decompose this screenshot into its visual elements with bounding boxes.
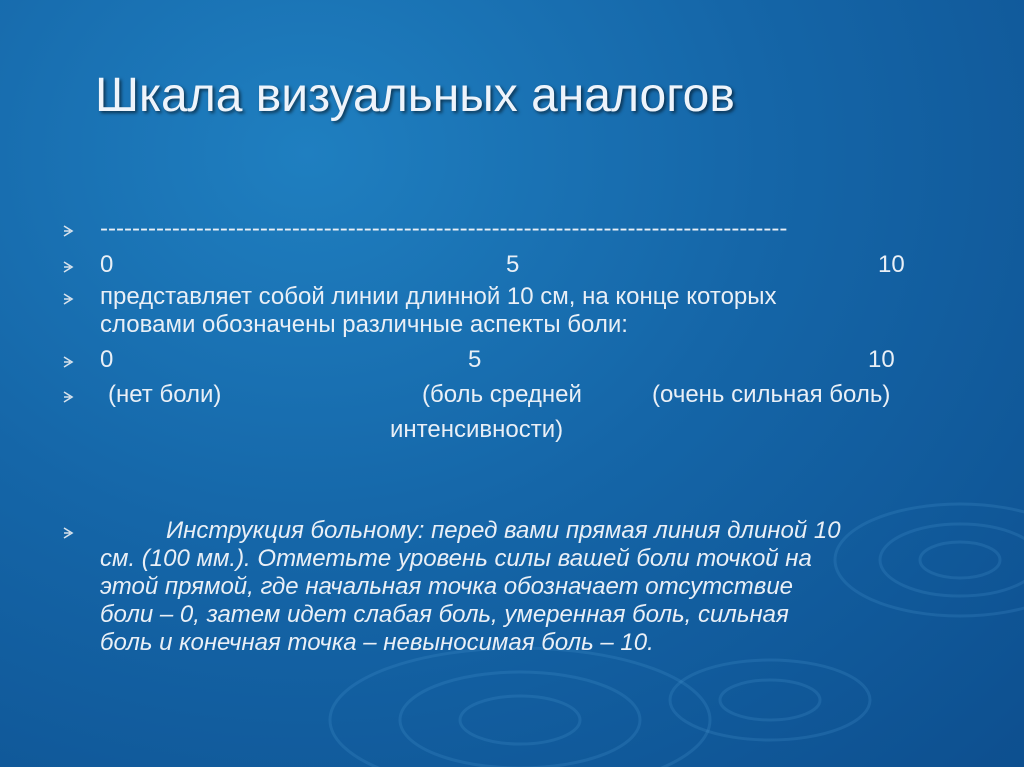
- scale2-ten: 10: [868, 346, 895, 373]
- label-strong-pain: (очень сильная боль): [652, 381, 891, 408]
- instruction-line-3: этой прямой, где начальная точка обозначает отсутствие: [100, 573, 794, 600]
- arrow-bullet-icon: [62, 293, 74, 305]
- arrow-bullet-icon: [62, 391, 74, 403]
- dash-line: --------------------------------------------------------------------------------------: [100, 215, 788, 242]
- slide-title: Шкала визуальных аналогов: [95, 69, 735, 122]
- arrow-bullet-icon: [62, 225, 74, 237]
- scale-five: 5: [506, 251, 520, 278]
- scale2-zero: 0: [100, 346, 114, 373]
- instruction-line-5: боль и конечная точка – невыносимая боль – 10.: [100, 629, 654, 656]
- label-medium-pain: (боль средней: [422, 381, 582, 408]
- scale-ten: 10: [878, 251, 905, 278]
- scale2-five: 5: [468, 346, 482, 373]
- instruction-line-2: см. (100 мм.). Отметьте уровень силы вашей боли точкой на: [100, 545, 812, 572]
- instruction-line-1: Инструкция больному: перед вами прямая линия длиной 10: [166, 517, 841, 544]
- instruction-line-4: боли – 0, затем идет слабая боль, умеренная боль, сильная: [100, 601, 789, 628]
- label-medium-pain-cont: интенсивности): [390, 416, 564, 443]
- arrow-bullet-icon: [62, 527, 74, 539]
- description-line-1: представляет собой линии длинной 10 см, на конце которых: [100, 283, 777, 310]
- scale-zero: 0: [100, 251, 114, 278]
- arrow-bullet-icon: [62, 261, 74, 273]
- description-line-2: словами обозначены различные аспекты боли:: [100, 311, 628, 338]
- label-no-pain: (нет боли): [108, 381, 222, 408]
- arrow-bullet-icon: [62, 356, 74, 368]
